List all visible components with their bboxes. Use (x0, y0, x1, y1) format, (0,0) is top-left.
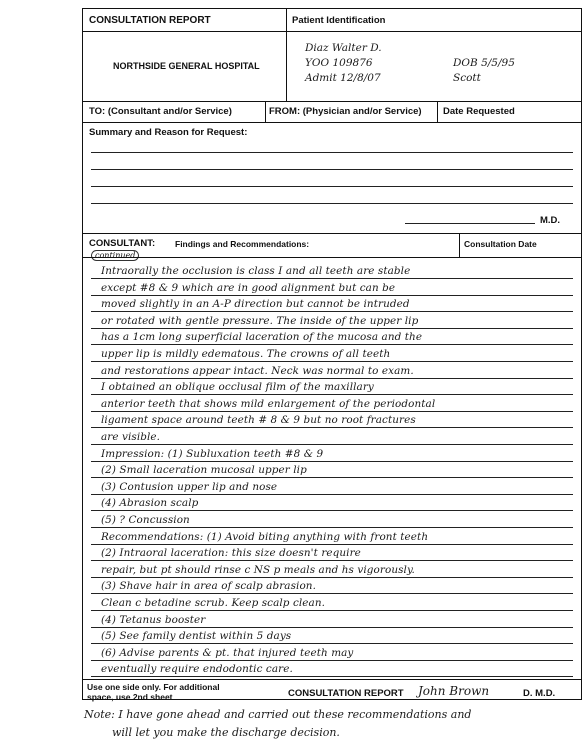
findings-line: (4) Abrasion scalp (101, 497, 199, 510)
consultant-label: CONSULTANT: (89, 238, 156, 249)
findings-line: (3) Shave hair in area of scalp abrasion. (101, 580, 316, 593)
findings-line: or rotated with gentle pressure. The inside of the upper lip (101, 314, 419, 327)
consultation-form (82, 8, 582, 700)
consultation-date-label: Consultation Date (464, 239, 537, 249)
md-label: M.D. (540, 215, 561, 226)
findings-line: Intraorally the occlusion is class I and all teeth are stable (101, 265, 411, 277)
dob: DOB 5/5/95 (453, 57, 515, 69)
findings-line: are visible. (101, 431, 161, 443)
note-line-2: will let you make the discharge decision. (112, 726, 340, 739)
findings-line: Recommendations: (1) Avoid biting anything with front teeth (101, 530, 429, 543)
report-title: CONSULTATION REPORT (89, 15, 211, 26)
findings-line: (3) Contusion upper lip and nose (101, 480, 278, 493)
date-requested-label: Date Requested (443, 106, 515, 117)
findings-line: Clean c betadine scrub. Keep scalp clean. (101, 597, 326, 609)
findings-line: (2) Intraoral laceration: this size doesn't require (101, 547, 361, 560)
note-line-1: Note: I have gone ahead and carried out these recommendations and (84, 708, 472, 721)
attending-physician: Scott (453, 72, 481, 84)
findings-label: Findings and Recommendations: (175, 239, 310, 249)
findings-line: repair, but pt should rinse c NS p meals and hs vigorously. (101, 563, 415, 576)
signature: John Brown (418, 684, 490, 698)
hospital-name: NORTHSIDE GENERAL HOSPITAL (113, 61, 260, 71)
findings-line: except #8 & 9 which are in good alignment but can be (101, 281, 396, 294)
footer-report-label: CONSULTATION REPORT (288, 688, 404, 699)
from-label: FROM: (Physician and/or Service) (269, 106, 422, 117)
findings-line: Impression: (1) Subluxation teeth #8 & 9 (101, 447, 324, 460)
signature-suffix: D. M.D. (523, 688, 556, 699)
findings-line: eventually require endodontic care. (101, 663, 293, 676)
findings-line: I obtained an oblique occlusal film of the maxillary (101, 381, 374, 394)
continued-badge: continued (91, 250, 139, 261)
patient-id-label: Patient Identification (292, 15, 386, 26)
findings-line: (6) Advise parents & pt. that injured teeth may (101, 646, 354, 659)
findings-line: moved slightly in an A-P direction but cannot be intruded (101, 298, 410, 311)
to-label: TO: (Consultant and/or Service) (89, 106, 232, 117)
findings-line: (5) See family dentist within 5 days (101, 630, 292, 643)
findings-line: ligament space around teeth # 8 & 9 but no root fractures (101, 414, 416, 427)
findings-line: (2) Small laceration mucosal upper lip (101, 464, 307, 477)
findings-line: (4) Tetanus booster (101, 613, 206, 626)
findings-line: upper lip is mildly edematous. The crowns of all teeth (101, 348, 391, 360)
findings-line: has a 1cm long superficial laceration of the mucosa and the (101, 331, 423, 344)
patient-number: YOO 109876 (305, 57, 373, 69)
patient-name: Diaz Walter D. (305, 42, 382, 54)
one-side-note: Use one side only. For additional space, use 2nd sheet (87, 682, 220, 702)
findings-line: (5) ? Concussion (101, 514, 190, 526)
findings-line: anterior teeth that shows mild enlargement of the periodontal (101, 397, 436, 410)
findings-line: and restorations appear intact. Neck was normal to exam. (101, 364, 414, 377)
summary-label: Summary and Reason for Request: (89, 127, 248, 138)
admit-date: Admit 12/8/07 (305, 72, 381, 84)
